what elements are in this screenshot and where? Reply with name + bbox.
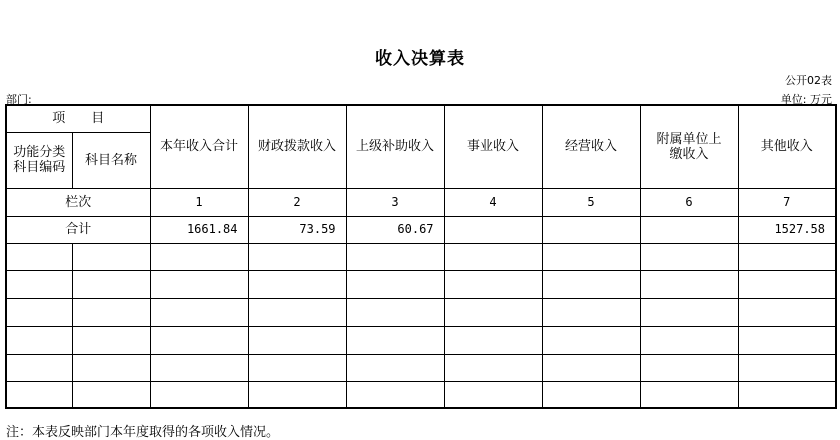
unit-label: 单位: 万元 — [780, 93, 832, 106]
table-row — [6, 354, 836, 381]
department-label: 部门: — [6, 93, 32, 106]
col-header-other: 其他收入 — [738, 105, 836, 188]
table-row — [6, 326, 836, 354]
index-cell: 2 — [248, 188, 346, 216]
index-row-label: 栏次 — [6, 188, 150, 216]
table-row — [6, 270, 836, 298]
col-header-total: 本年收入合计 — [150, 105, 248, 188]
index-cell: 6 — [640, 188, 738, 216]
col-header-affiliated: 附属单位上缴收入 — [640, 105, 738, 188]
total-cell: 1527.58 — [738, 216, 836, 243]
func-code-header: 功能分类科目编码 — [6, 132, 72, 188]
total-cell — [640, 216, 738, 243]
index-cell: 4 — [444, 188, 542, 216]
footnote: 注：本表反映部门本年度取得的各项收入情况。 — [6, 425, 280, 440]
col-header-fiscal: 财政拨款收入 — [248, 105, 346, 188]
project-header: 项 目 — [6, 105, 150, 132]
table-row — [6, 381, 836, 408]
index-cell: 3 — [346, 188, 444, 216]
table-row — [6, 243, 836, 270]
table-row — [6, 298, 836, 326]
income-table — [5, 104, 837, 409]
total-row-label: 合计 — [6, 216, 150, 243]
subject-name-header: 科目名称 — [72, 132, 150, 188]
total-cell: 1661.84 — [150, 216, 248, 243]
col-header-business: 事业收入 — [444, 105, 542, 188]
total-cell: 60.67 — [346, 216, 444, 243]
page-title: 收入决算表 — [375, 49, 465, 69]
total-cell — [542, 216, 640, 243]
index-cell: 5 — [542, 188, 640, 216]
index-cell: 7 — [738, 188, 836, 216]
col-header-superior: 上级补助收入 — [346, 105, 444, 188]
total-cell: 73.59 — [248, 216, 346, 243]
total-cell — [444, 216, 542, 243]
index-cell: 1 — [150, 188, 248, 216]
col-header-operating: 经营收入 — [542, 105, 640, 188]
form-code: 公开02表 — [785, 74, 832, 87]
